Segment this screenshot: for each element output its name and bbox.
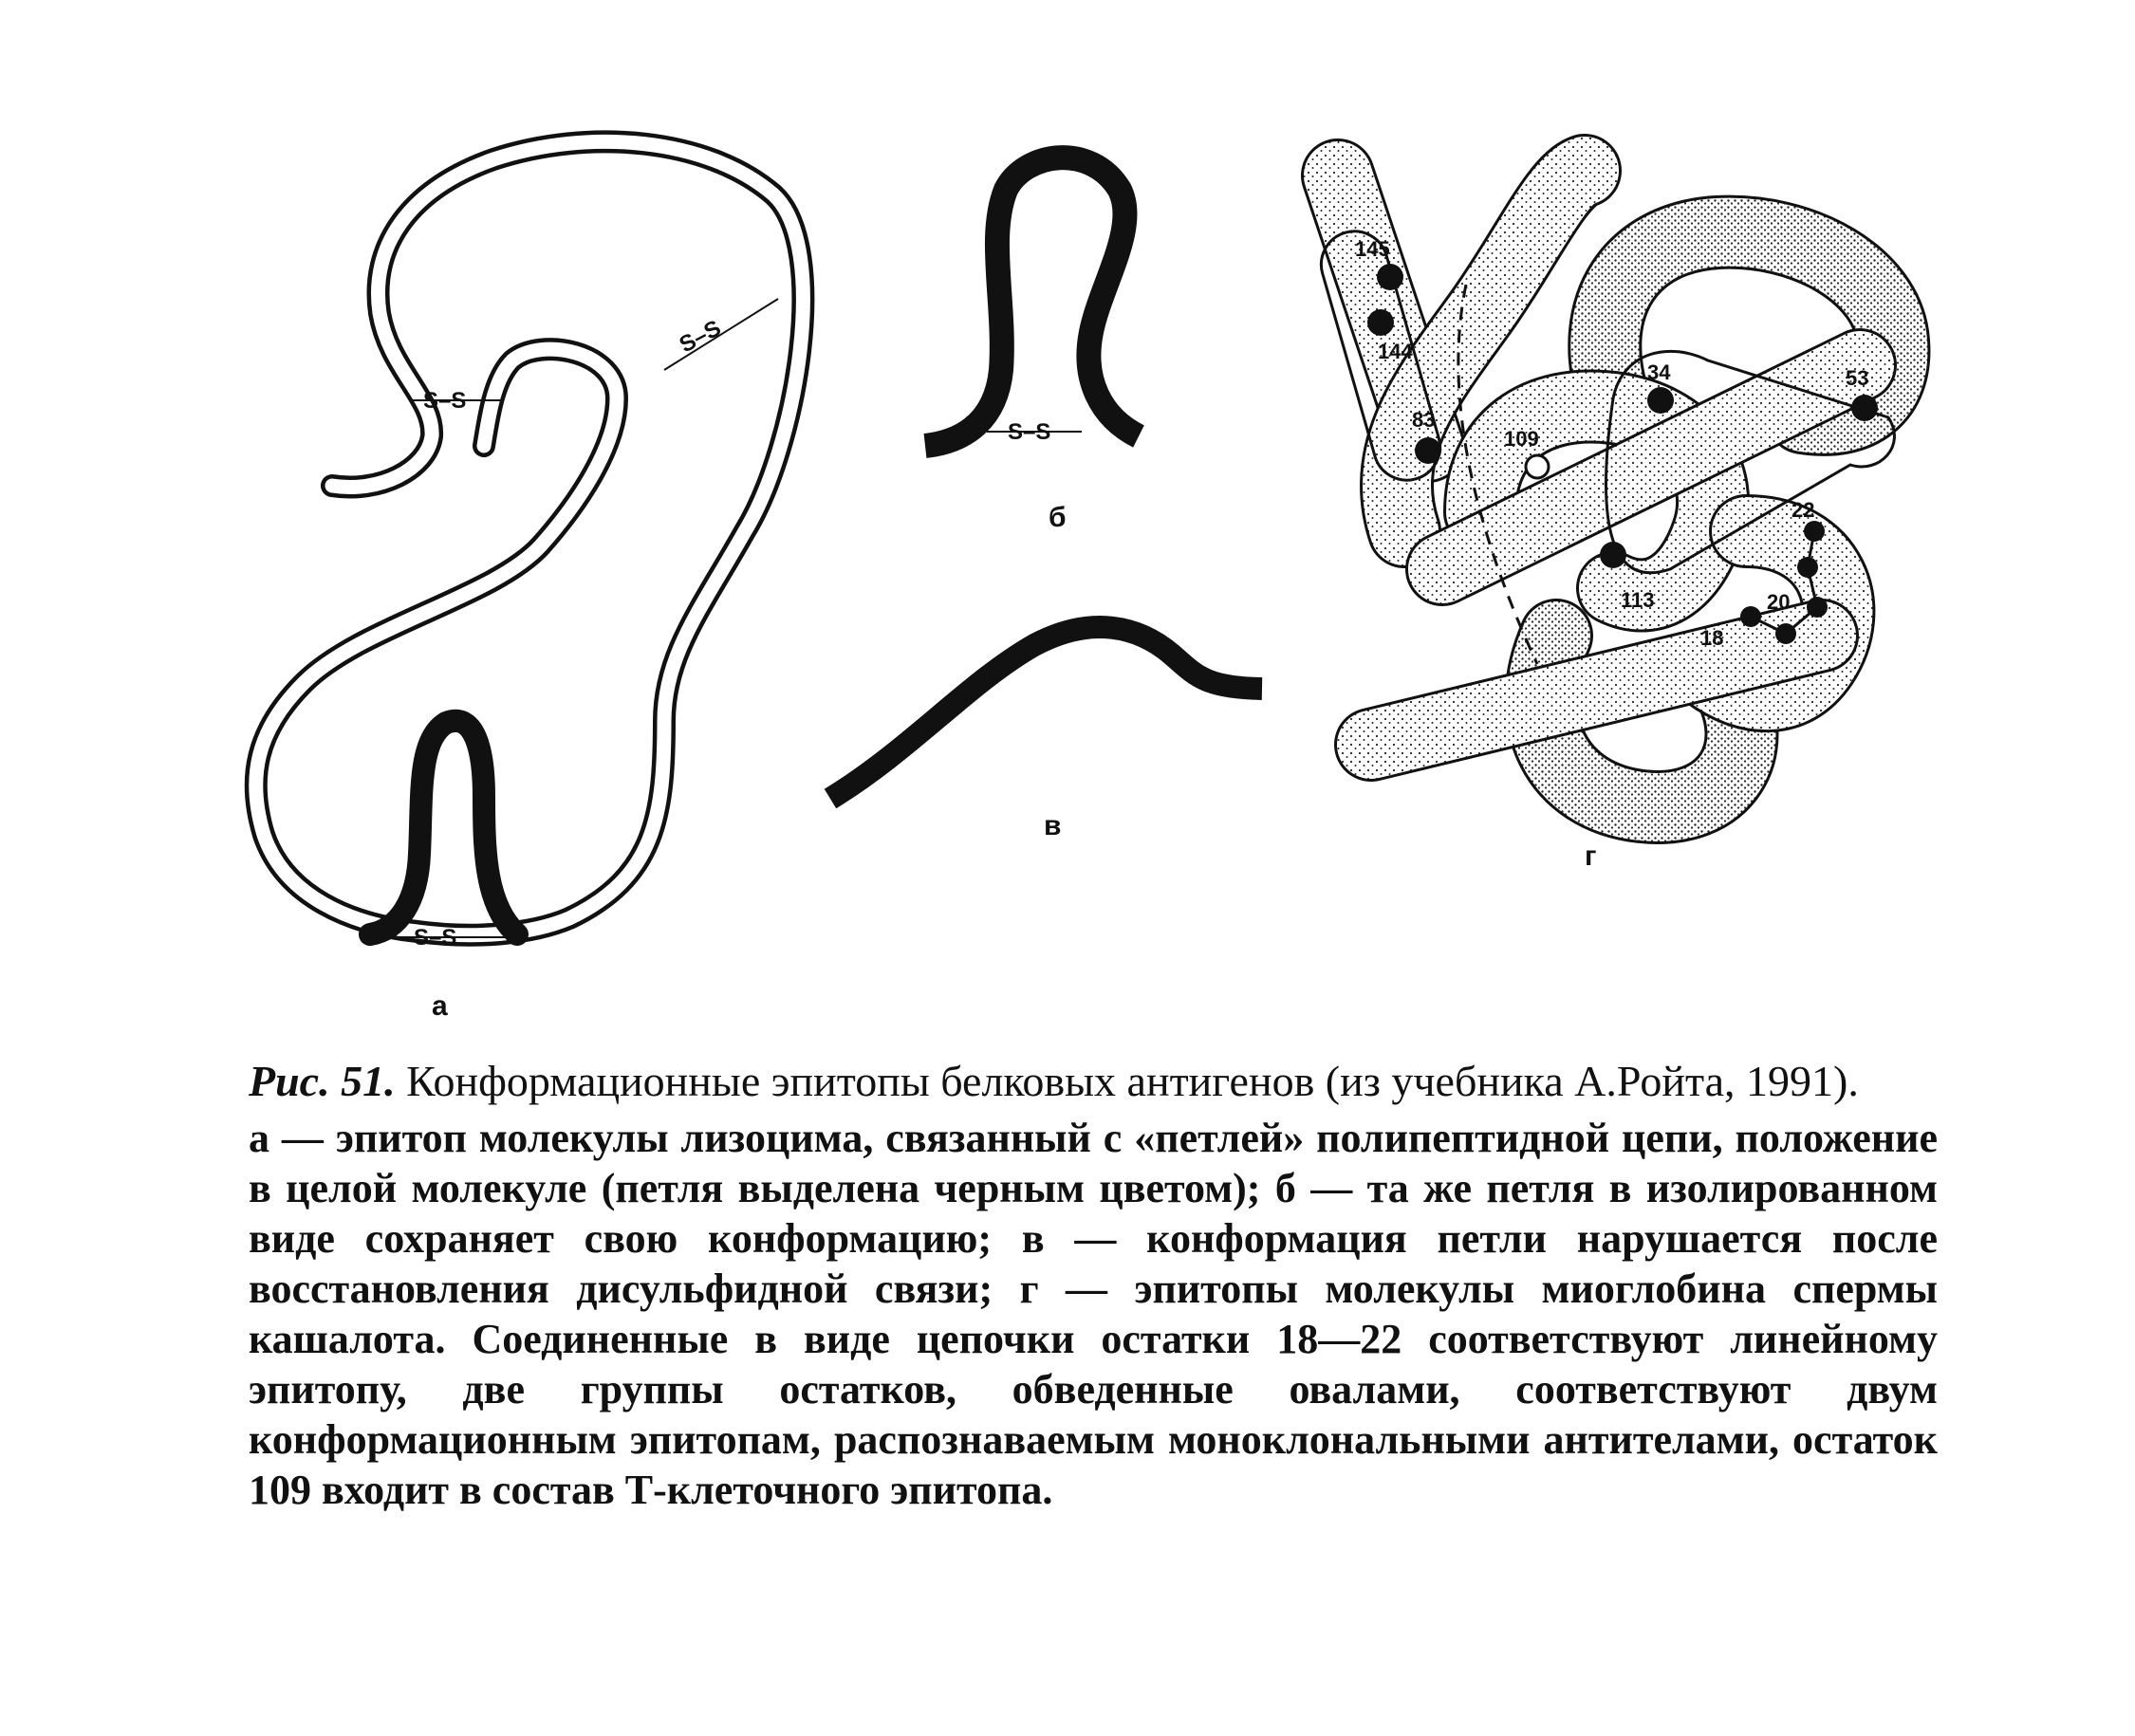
panel-letter-b: б (1049, 502, 1067, 533)
residue-label-144: 144 (1378, 340, 1413, 363)
caption-title (249, 1055, 1938, 1107)
lysozyme-chain (256, 141, 804, 934)
panel-g-myoglobin (1313, 171, 1894, 872)
caption-body: а — эпитоп молекулы лизоцима, связанный с «петлей» полипептидной цепи, положение в целой молекуле (петля выделена черным цветом); б — та же петля в изолированном виде сохраняет свою конформацию; в — конформация петли нарушается после восстановления дисульфидной связи; г — эпитопы молекулы миоглобина спермы кашалота. Соединенные в виде цепочки остатки 18—22 соответствуют линейному эпитопу, две группы остатков, обведенные овалами, соответствуют двум конформационным эпитопам, распознаваемым моноклональными антителами, остаток 109 входит в состав Т-клеточного эпитопа. (249, 1115, 1938, 1513)
disulfide-label-1: S–S (675, 315, 726, 359)
residue-label-20: 20 (1767, 590, 1791, 614)
disulfide-label-2: S–S (423, 388, 467, 414)
residue-label-145: 145 (1355, 237, 1390, 261)
panel-letter-v: в (1044, 810, 1062, 841)
disulfide-label-b: S–S (1008, 419, 1051, 445)
residue-label-109: 109 (1504, 427, 1539, 451)
residue-label-113: 113 (1621, 588, 1655, 612)
caption-label: Рис. 51. (249, 1057, 396, 1105)
residue-label-34: 34 (1647, 360, 1671, 384)
disulfide-label-3: S–S (414, 925, 457, 951)
residue-label-22: 22 (1792, 498, 1815, 522)
residue-label-18: 18 (1700, 626, 1724, 650)
panel-letter-a: а (432, 990, 448, 1022)
panel-a-lysozyme (256, 141, 804, 1022)
panel-v-disrupted-loop (830, 627, 1262, 841)
residue-label-83: 83 (1412, 408, 1436, 432)
figure-caption (249, 1055, 1938, 1515)
panel-b-isolated-loop (925, 157, 1139, 533)
panel-letter-g: г (1585, 840, 1597, 872)
disrupted-chain (830, 627, 1262, 799)
lysozyme-chain-inner (256, 141, 804, 934)
caption-title-text: Конформационные эпитопы белковых антигенов (из учебника А.Ройта, 1991). (406, 1057, 1859, 1105)
residue-label-53: 53 (1846, 366, 1869, 390)
isolated-loop (925, 157, 1139, 446)
